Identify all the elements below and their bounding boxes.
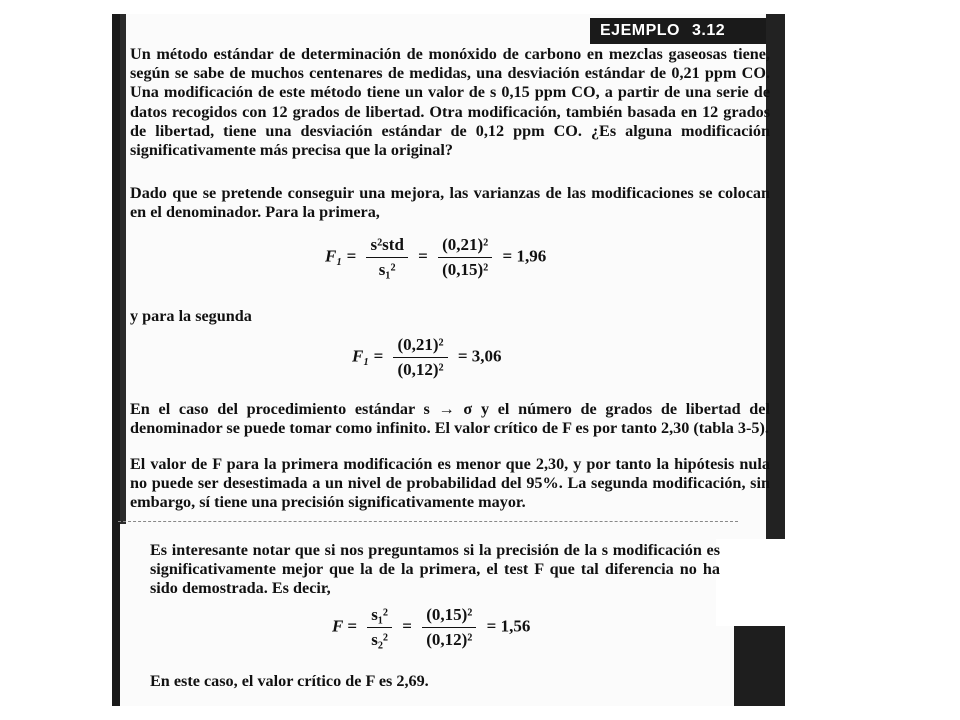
eq3-equals: = <box>402 616 412 636</box>
eq3-fraction-symbolic <box>367 605 392 650</box>
paragraph-second: y para la segunda <box>130 307 252 325</box>
equation-f1-first <box>325 235 546 280</box>
eq1-denominator: s₁² <box>378 260 396 279</box>
eq3-lhs: F = <box>332 616 357 636</box>
paragraph-conclusion: El valor de F para la primera modificación es menor que 2,30, y por tanto la hipótesis nula no puede ser desestimada a un nivel de probabilidad del 95%. La segunda modificación, sin embargo, sí tiene una precisión significativamente mayor. <box>130 455 770 512</box>
eq3-denominator: s₂² <box>371 630 389 649</box>
eq3-fraction-numeric <box>422 605 476 650</box>
eq2-numerator: (0,21)² <box>393 335 447 358</box>
scan-right-gap <box>716 539 785 626</box>
paragraph-standard: En el caso del procedimiento estándar s → σ y el número de grados de libertad del denominador se puede tomar como infinito. El valor crítico de F es por tanto 2,30 (tabla 3-5). <box>130 400 770 438</box>
eq1-numeric-denominator: (0,15)² <box>442 260 489 279</box>
eq3-numeric-numerator: (0,15)² <box>422 605 476 628</box>
eq3-numerator: s₁² <box>367 605 392 628</box>
equation-f <box>332 605 530 650</box>
paragraph-critical: En este caso, el valor crítico de F es 2,69. <box>150 672 429 690</box>
eq1-lhs: F₁ = <box>325 246 357 266</box>
eq2-fraction <box>393 335 447 380</box>
eq1-result: = 1,96 <box>502 246 547 266</box>
eq2-lhs: F₁ = <box>352 346 384 366</box>
scan-right-block <box>734 626 785 706</box>
eq1-numeric-numerator: (0,21)² <box>438 235 492 258</box>
eq2-denominator: (0,12)² <box>397 360 444 379</box>
eq3-numeric-denominator: (0,12)² <box>426 630 473 649</box>
eq1-numerator: s²std <box>366 235 407 258</box>
eq2-result: = 3,06 <box>457 346 502 366</box>
scan-left-edge <box>112 14 120 706</box>
page-separator <box>118 521 738 522</box>
paragraph-interesting: Es interesante notar que si nos preguntamos si la precisión de la s modificación es significativamente mejor que la de la primera, el test F que tal diferencia no ha sido demostrada. Es decir, <box>150 541 720 598</box>
eq1-fraction-numeric <box>438 235 492 280</box>
eq1-fraction-symbolic <box>366 235 407 280</box>
equation-f1-second <box>352 335 502 380</box>
eq1-equals: = <box>418 246 428 266</box>
example-label: EJEMPLO <box>600 22 680 39</box>
example-header <box>590 18 766 44</box>
paragraph-problem: Un método estándar de determinación de monóxido de carbono en mezclas gaseosas tiene, según se sabe de muchos centenares de medidas, una desviación estándar de 0,21 ppm CO. Una modificación de este método tiene un valor de s 0,15 ppm CO, a partir de una serie de datos recogidos con 12 grados de libertad. Otra modificación, también basada en 12 grados de libertad, tiene una desviación estándar de 0,12 ppm CO. ¿Es alguna modificación significativamente más precisa que la original? <box>130 45 770 160</box>
paragraph-variances: Dado que se pretende conseguir una mejora, las varianzas de las modificaciones se colocan en el denominador. Para la primera, <box>130 184 770 222</box>
eq3-result: = 1,56 <box>486 616 531 636</box>
example-number: 3.12 <box>691 22 726 39</box>
